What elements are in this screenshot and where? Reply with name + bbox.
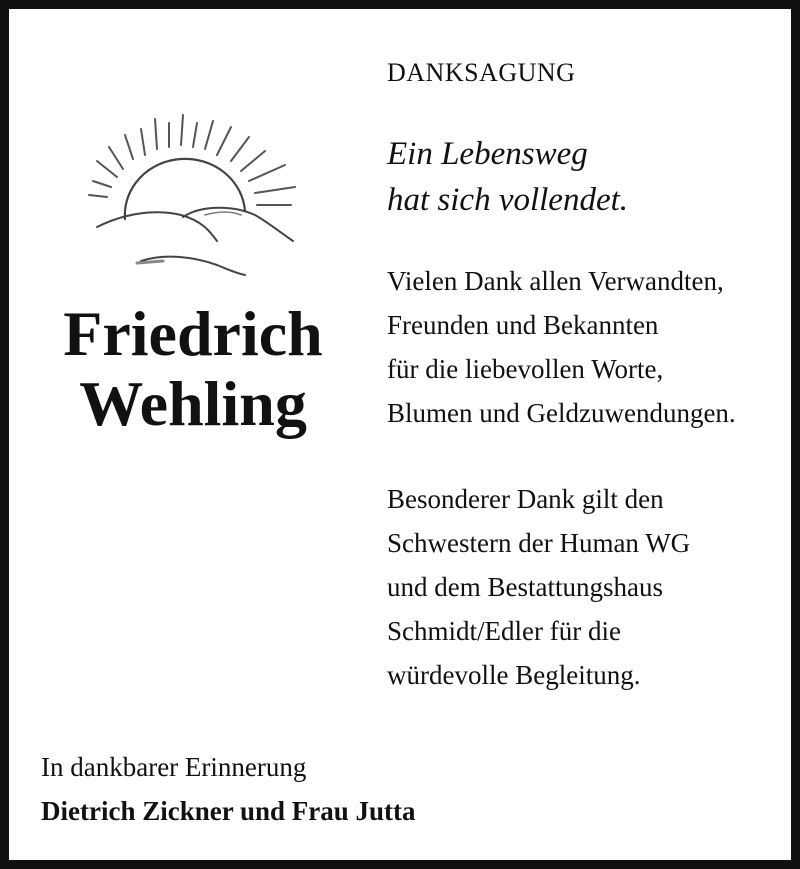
thanks-paragraph <box>387 259 787 435</box>
closing <box>41 747 741 831</box>
special-thanks-line: würdevolle Begleitung. <box>387 660 641 690</box>
deceased-last-name: Wehling <box>79 368 307 439</box>
motto-line: Ein Lebensweg <box>387 136 588 172</box>
special-thanks-paragraph <box>387 477 787 697</box>
signatories: Dietrich Zickner und Frau Jutta <box>41 796 416 826</box>
closing-line: In dankbarer Erinnerung <box>41 752 307 782</box>
sunset-icon <box>85 101 305 281</box>
special-thanks-line: und dem Bestattungshaus <box>387 572 663 602</box>
thanks-line: Blumen und Geldzuwendungen. <box>387 398 736 428</box>
thanks-line: für die liebevollen Worte, <box>387 354 664 384</box>
special-thanks-line: Schwestern der Human WG <box>387 528 691 558</box>
page-title: DANKSAGUNG <box>387 58 576 87</box>
special-thanks-line: Besonderer Dank gilt den <box>387 484 664 514</box>
deceased-name <box>33 299 353 439</box>
deceased-first-name: Friedrich <box>63 298 323 369</box>
motto-line: hat sich vollendet. <box>387 182 629 218</box>
message-column <box>387 57 787 697</box>
thanks-line: Vielen Dank allen Verwandten, <box>387 266 724 296</box>
thanks-line: Freunden und Bekannten <box>387 310 659 340</box>
motto <box>387 131 787 223</box>
special-thanks-line: Schmidt/Edler für die <box>387 616 621 646</box>
